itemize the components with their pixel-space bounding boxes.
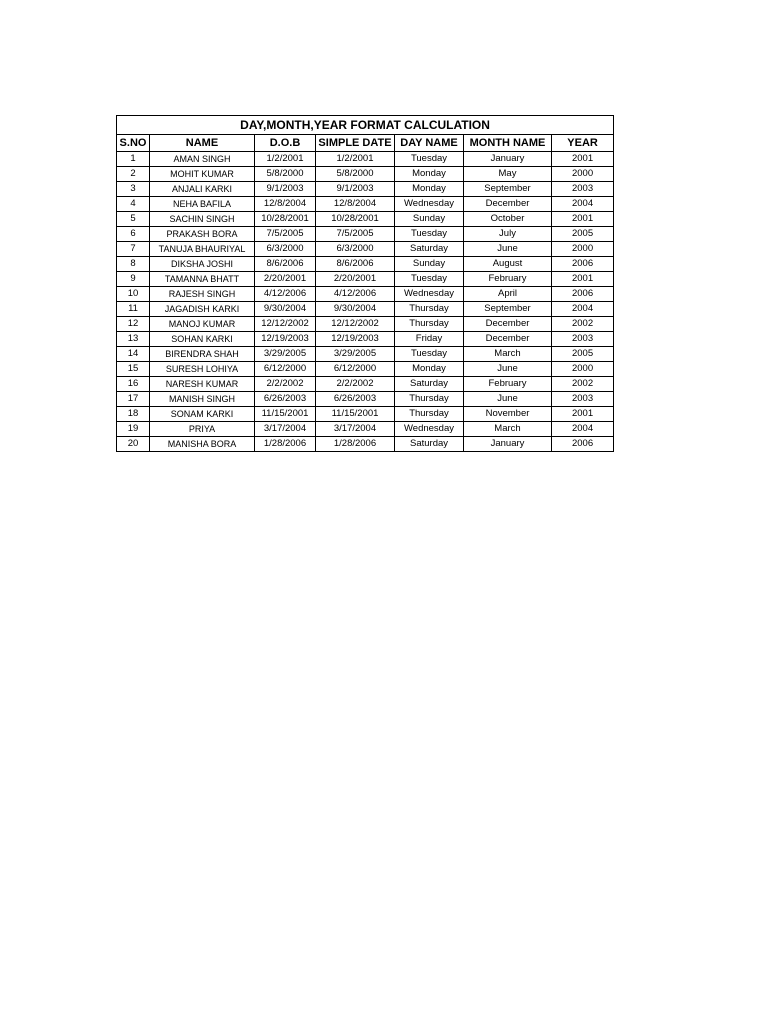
cell-dob: 12/8/2004 bbox=[255, 197, 316, 212]
cell-simple-date: 7/5/2005 bbox=[316, 227, 395, 242]
cell-day-name: Saturday bbox=[395, 377, 464, 392]
cell-month-name: November bbox=[464, 407, 552, 422]
table-row bbox=[117, 182, 614, 197]
cell-year: 2001 bbox=[552, 212, 614, 227]
cell-month-name: January bbox=[464, 152, 552, 167]
cell-name: JAGADISH KARKI bbox=[150, 302, 255, 317]
cell-sno: 16 bbox=[117, 377, 150, 392]
cell-sno: 9 bbox=[117, 272, 150, 287]
cell-year: 2004 bbox=[552, 197, 614, 212]
cell-sno: 13 bbox=[117, 332, 150, 347]
cell-dob: 6/12/2000 bbox=[255, 362, 316, 377]
cell-year: 2006 bbox=[552, 287, 614, 302]
table-row bbox=[117, 377, 614, 392]
cell-name: SACHIN SINGH bbox=[150, 212, 255, 227]
cell-dob: 6/3/2000 bbox=[255, 242, 316, 257]
cell-month-name: February bbox=[464, 272, 552, 287]
cell-month-name: October bbox=[464, 212, 552, 227]
header-month-name: MONTH NAME bbox=[464, 135, 552, 152]
cell-simple-date: 4/12/2006 bbox=[316, 287, 395, 302]
cell-day-name: Thursday bbox=[395, 302, 464, 317]
cell-dob: 2/20/2001 bbox=[255, 272, 316, 287]
header-sno: S.NO bbox=[117, 135, 150, 152]
cell-sno: 19 bbox=[117, 422, 150, 437]
cell-dob: 8/6/2006 bbox=[255, 257, 316, 272]
table-row bbox=[117, 317, 614, 332]
table-row bbox=[117, 257, 614, 272]
cell-dob: 1/2/2001 bbox=[255, 152, 316, 167]
cell-simple-date: 1/2/2001 bbox=[316, 152, 395, 167]
cell-dob: 5/8/2000 bbox=[255, 167, 316, 182]
cell-sno: 6 bbox=[117, 227, 150, 242]
cell-sno: 18 bbox=[117, 407, 150, 422]
cell-simple-date: 6/3/2000 bbox=[316, 242, 395, 257]
cell-month-name: June bbox=[464, 392, 552, 407]
cell-dob: 3/29/2005 bbox=[255, 347, 316, 362]
table-row bbox=[117, 212, 614, 227]
cell-day-name: Thursday bbox=[395, 317, 464, 332]
cell-sno: 5 bbox=[117, 212, 150, 227]
cell-day-name: Tuesday bbox=[395, 347, 464, 362]
cell-month-name: December bbox=[464, 332, 552, 347]
cell-month-name: August bbox=[464, 257, 552, 272]
cell-sno: 12 bbox=[117, 317, 150, 332]
table-row bbox=[117, 332, 614, 347]
cell-year: 2006 bbox=[552, 257, 614, 272]
cell-year: 2003 bbox=[552, 392, 614, 407]
cell-sno: 4 bbox=[117, 197, 150, 212]
cell-year: 2004 bbox=[552, 422, 614, 437]
cell-name: NARESH KUMAR bbox=[150, 377, 255, 392]
table-row bbox=[117, 347, 614, 362]
header-row bbox=[117, 135, 614, 152]
cell-sno: 8 bbox=[117, 257, 150, 272]
cell-day-name: Monday bbox=[395, 167, 464, 182]
cell-name: TANUJA BHAURIYAL bbox=[150, 242, 255, 257]
cell-dob: 3/17/2004 bbox=[255, 422, 316, 437]
cell-dob: 6/26/2003 bbox=[255, 392, 316, 407]
cell-dob: 9/30/2004 bbox=[255, 302, 316, 317]
cell-sno: 14 bbox=[117, 347, 150, 362]
cell-name: SURESH LOHIYA bbox=[150, 362, 255, 377]
cell-year: 2002 bbox=[552, 377, 614, 392]
cell-name: AMAN SINGH bbox=[150, 152, 255, 167]
header-simple-date: SIMPLE DATE bbox=[316, 135, 395, 152]
cell-simple-date: 3/29/2005 bbox=[316, 347, 395, 362]
header-day-name: DAY NAME bbox=[395, 135, 464, 152]
cell-dob: 9/1/2003 bbox=[255, 182, 316, 197]
cell-simple-date: 2/20/2001 bbox=[316, 272, 395, 287]
table-row bbox=[117, 152, 614, 167]
table-row bbox=[117, 227, 614, 242]
cell-month-name: June bbox=[464, 242, 552, 257]
cell-day-name: Tuesday bbox=[395, 272, 464, 287]
cell-sno: 10 bbox=[117, 287, 150, 302]
cell-simple-date: 3/17/2004 bbox=[316, 422, 395, 437]
cell-day-name: Thursday bbox=[395, 392, 464, 407]
cell-dob: 11/15/2001 bbox=[255, 407, 316, 422]
cell-name: BIRENDRA SHAH bbox=[150, 347, 255, 362]
cell-dob: 12/19/2003 bbox=[255, 332, 316, 347]
cell-name: TAMANNA BHATT bbox=[150, 272, 255, 287]
table-row bbox=[117, 287, 614, 302]
cell-year: 2006 bbox=[552, 437, 614, 452]
cell-name: MANISH SINGH bbox=[150, 392, 255, 407]
table-row bbox=[117, 392, 614, 407]
cell-sno: 3 bbox=[117, 182, 150, 197]
cell-simple-date: 2/2/2002 bbox=[316, 377, 395, 392]
cell-year: 2001 bbox=[552, 407, 614, 422]
cell-name: SOHAN KARKI bbox=[150, 332, 255, 347]
cell-month-name: April bbox=[464, 287, 552, 302]
table-row bbox=[117, 407, 614, 422]
cell-month-name: March bbox=[464, 422, 552, 437]
table-title: DAY,MONTH,YEAR FORMAT CALCULATION bbox=[117, 116, 614, 135]
cell-name: SONAM KARKI bbox=[150, 407, 255, 422]
cell-month-name: September bbox=[464, 182, 552, 197]
cell-simple-date: 12/12/2002 bbox=[316, 317, 395, 332]
cell-year: 2003 bbox=[552, 182, 614, 197]
cell-dob: 12/12/2002 bbox=[255, 317, 316, 332]
table-row bbox=[117, 242, 614, 257]
cell-day-name: Saturday bbox=[395, 242, 464, 257]
cell-day-name: Wednesday bbox=[395, 287, 464, 302]
cell-day-name: Sunday bbox=[395, 257, 464, 272]
cell-sno: 17 bbox=[117, 392, 150, 407]
cell-dob: 2/2/2002 bbox=[255, 377, 316, 392]
cell-name: MANISHA BORA bbox=[150, 437, 255, 452]
cell-month-name: July bbox=[464, 227, 552, 242]
cell-day-name: Thursday bbox=[395, 407, 464, 422]
cell-dob: 4/12/2006 bbox=[255, 287, 316, 302]
cell-day-name: Monday bbox=[395, 362, 464, 377]
cell-simple-date: 10/28/2001 bbox=[316, 212, 395, 227]
cell-simple-date: 8/6/2006 bbox=[316, 257, 395, 272]
cell-day-name: Friday bbox=[395, 332, 464, 347]
cell-name: MOHIT KUMAR bbox=[150, 167, 255, 182]
cell-day-name: Wednesday bbox=[395, 197, 464, 212]
table-row bbox=[117, 422, 614, 437]
cell-year: 2005 bbox=[552, 347, 614, 362]
cell-sno: 15 bbox=[117, 362, 150, 377]
cell-name: PRIYA bbox=[150, 422, 255, 437]
table-body bbox=[117, 152, 614, 452]
header-year: YEAR bbox=[552, 135, 614, 152]
cell-simple-date: 9/1/2003 bbox=[316, 182, 395, 197]
header-name: NAME bbox=[150, 135, 255, 152]
cell-month-name: September bbox=[464, 302, 552, 317]
cell-sno: 2 bbox=[117, 167, 150, 182]
cell-dob: 10/28/2001 bbox=[255, 212, 316, 227]
cell-day-name: Wednesday bbox=[395, 422, 464, 437]
cell-simple-date: 1/28/2006 bbox=[316, 437, 395, 452]
cell-year: 2004 bbox=[552, 302, 614, 317]
cell-sno: 11 bbox=[117, 302, 150, 317]
date-format-table bbox=[116, 115, 614, 452]
cell-sno: 1 bbox=[117, 152, 150, 167]
cell-sno: 7 bbox=[117, 242, 150, 257]
cell-year: 2000 bbox=[552, 242, 614, 257]
cell-month-name: March bbox=[464, 347, 552, 362]
table-row bbox=[117, 167, 614, 182]
cell-dob: 1/28/2006 bbox=[255, 437, 316, 452]
title-row bbox=[117, 116, 614, 135]
cell-month-name: December bbox=[464, 197, 552, 212]
cell-month-name: May bbox=[464, 167, 552, 182]
cell-name: PRAKASH BORA bbox=[150, 227, 255, 242]
header-dob: D.O.B bbox=[255, 135, 316, 152]
cell-day-name: Tuesday bbox=[395, 152, 464, 167]
cell-simple-date: 6/26/2003 bbox=[316, 392, 395, 407]
cell-year: 2005 bbox=[552, 227, 614, 242]
cell-name: RAJESH SINGH bbox=[150, 287, 255, 302]
cell-year: 2003 bbox=[552, 332, 614, 347]
cell-name: MANOJ KUMAR bbox=[150, 317, 255, 332]
table-row bbox=[117, 272, 614, 287]
cell-name: ANJALI KARKI bbox=[150, 182, 255, 197]
cell-year: 2000 bbox=[552, 362, 614, 377]
cell-simple-date: 11/15/2001 bbox=[316, 407, 395, 422]
cell-simple-date: 6/12/2000 bbox=[316, 362, 395, 377]
cell-month-name: January bbox=[464, 437, 552, 452]
cell-year: 2001 bbox=[552, 152, 614, 167]
cell-simple-date: 12/19/2003 bbox=[316, 332, 395, 347]
cell-day-name: Sunday bbox=[395, 212, 464, 227]
cell-day-name: Tuesday bbox=[395, 227, 464, 242]
cell-day-name: Monday bbox=[395, 182, 464, 197]
cell-dob: 7/5/2005 bbox=[255, 227, 316, 242]
table-row bbox=[117, 197, 614, 212]
cell-simple-date: 5/8/2000 bbox=[316, 167, 395, 182]
cell-name: DIKSHA JOSHI bbox=[150, 257, 255, 272]
table-row bbox=[117, 437, 614, 452]
cell-name: NEHA BAFILA bbox=[150, 197, 255, 212]
cell-month-name: December bbox=[464, 317, 552, 332]
cell-year: 2001 bbox=[552, 272, 614, 287]
cell-year: 2002 bbox=[552, 317, 614, 332]
cell-day-name: Saturday bbox=[395, 437, 464, 452]
cell-sno: 20 bbox=[117, 437, 150, 452]
cell-year: 2000 bbox=[552, 167, 614, 182]
cell-month-name: February bbox=[464, 377, 552, 392]
cell-simple-date: 12/8/2004 bbox=[316, 197, 395, 212]
cell-month-name: June bbox=[464, 362, 552, 377]
cell-simple-date: 9/30/2004 bbox=[316, 302, 395, 317]
table-row bbox=[117, 362, 614, 377]
table-row bbox=[117, 302, 614, 317]
